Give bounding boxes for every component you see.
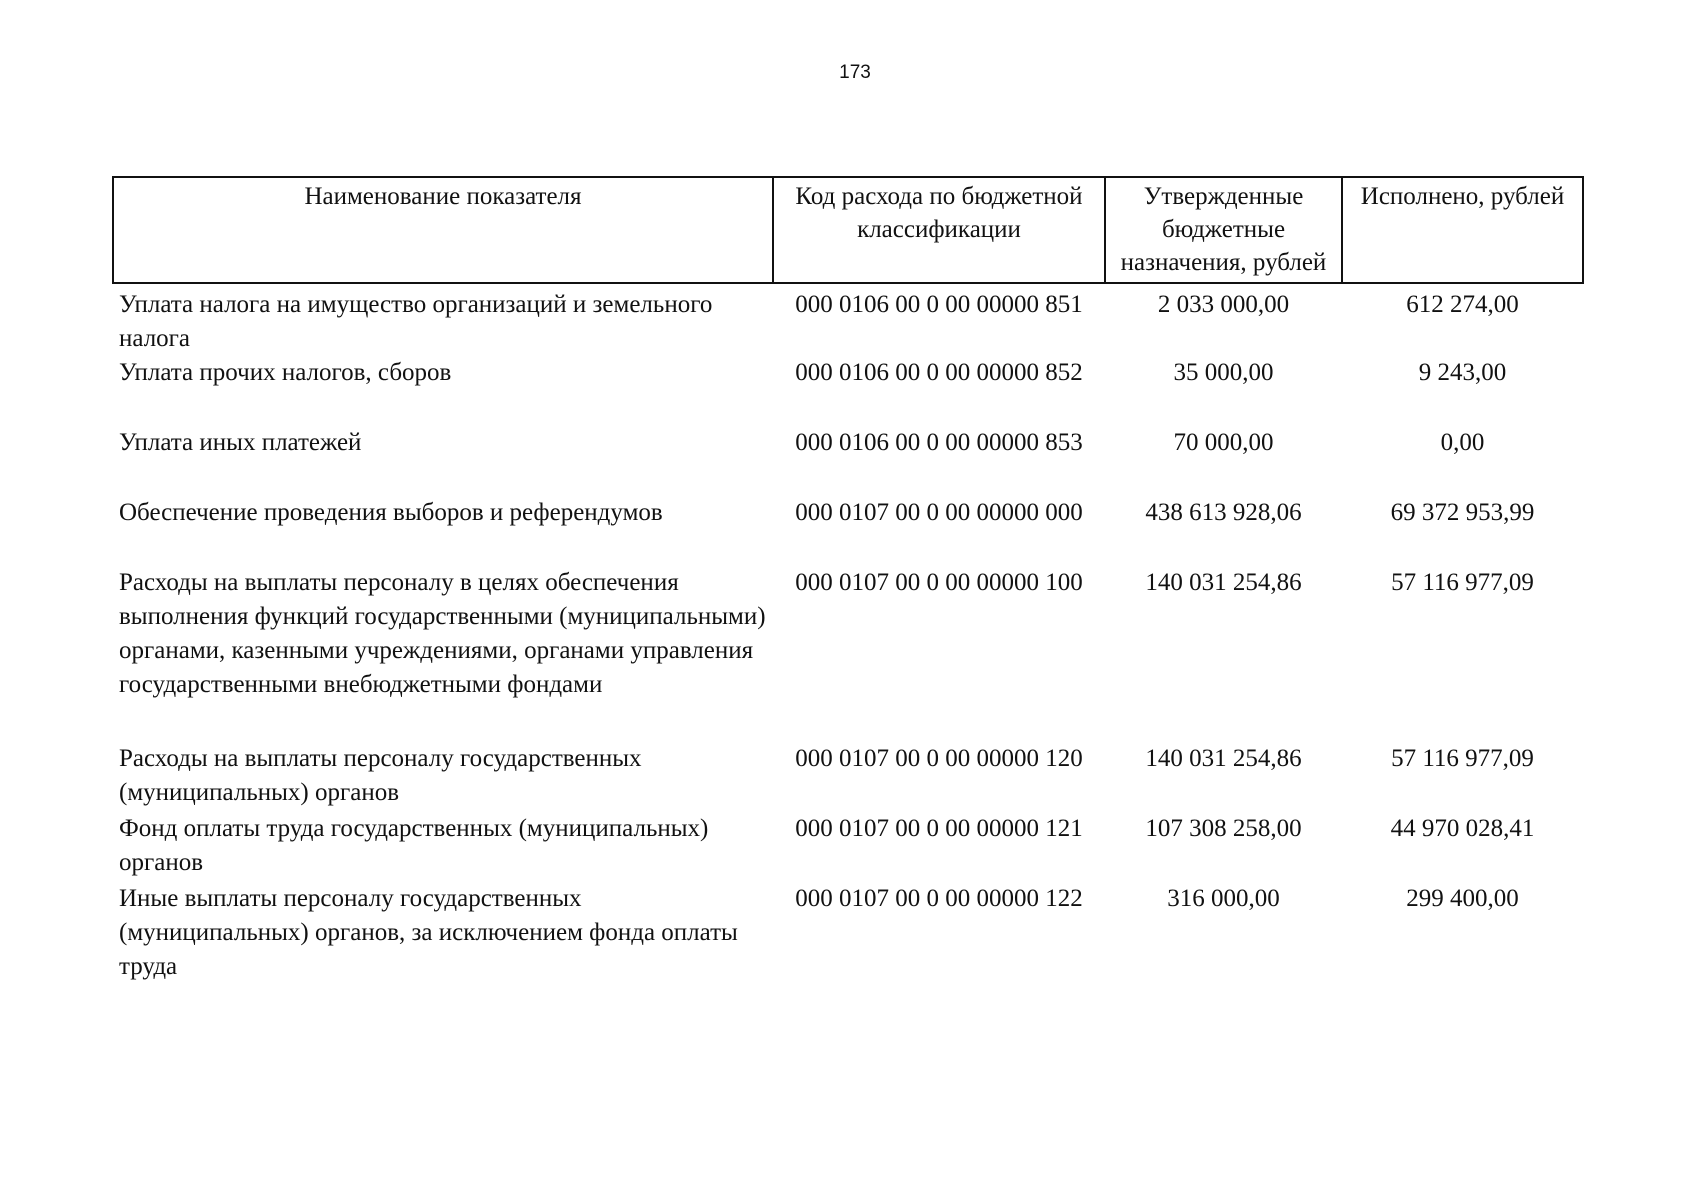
executed-amount: 57 116 977,09 — [1391, 745, 1534, 772]
table-row — [113, 566, 1583, 742]
table-row — [113, 812, 1583, 882]
budget-execution-table — [112, 176, 1584, 988]
indicator-name: Фонд оплаты труда государственных (муниципальных) органов — [119, 815, 709, 876]
table-row — [113, 882, 1583, 988]
approved-amount: 140 031 254,86 — [1145, 569, 1302, 596]
approved-amount: 438 613 928,06 — [1145, 499, 1302, 526]
header-indicator-name: Наименование показателя — [113, 177, 773, 283]
table-row — [113, 283, 1583, 356]
expense-code: 000 0107 00 0 00 00000 000 — [795, 499, 1083, 526]
table-row — [113, 356, 1583, 426]
indicator-name: Уплата прочих налогов, сборов — [119, 359, 452, 386]
executed-amount: 612 274,00 — [1406, 291, 1519, 318]
approved-amount: 70 000,00 — [1173, 429, 1274, 456]
page-number: 173 — [839, 62, 871, 83]
indicator-name: Уплата налога на имущество организаций и земельного налога — [119, 291, 713, 352]
indicator-name: Обеспечение проведения выборов и референдумов — [119, 499, 663, 526]
expense-code: 000 0107 00 0 00 00000 122 — [795, 885, 1083, 912]
expense-code: 000 0106 00 0 00 00000 853 — [795, 429, 1083, 456]
expense-code: 000 0106 00 0 00 00000 851 — [795, 291, 1083, 318]
expense-code: 000 0107 00 0 00 00000 120 — [795, 745, 1083, 772]
approved-amount: 107 308 258,00 — [1145, 815, 1302, 842]
table-row — [113, 742, 1583, 812]
expense-code: 000 0107 00 0 00 00000 121 — [795, 815, 1083, 842]
indicator-name: Иные выплаты персоналу государственных (муниципальных) органов, за исключением фонда оплаты труда — [119, 885, 738, 980]
expense-code: 000 0107 00 0 00 00000 100 — [795, 569, 1083, 596]
approved-amount: 2 033 000,00 — [1157, 291, 1290, 318]
header-approved-amount: Утвержденные бюджетные назначения, рублей — [1105, 177, 1342, 283]
executed-amount: 44 970 028,41 — [1390, 815, 1535, 842]
indicator-name: Расходы на выплаты персоналу государственных (муниципальных) органов — [119, 745, 642, 806]
executed-amount: 9 243,00 — [1418, 359, 1507, 386]
approved-amount: 140 031 254,86 — [1145, 745, 1302, 772]
approved-amount: 316 000,00 — [1167, 885, 1280, 912]
header-expense-code: Код расхода по бюджетной классификации — [773, 177, 1105, 283]
approved-amount: 35 000,00 — [1173, 359, 1274, 386]
executed-amount: 299 400,00 — [1406, 885, 1519, 912]
expense-code: 000 0106 00 0 00 00000 852 — [795, 359, 1083, 386]
table-header-row — [113, 177, 1583, 283]
table-row — [113, 496, 1583, 566]
indicator-name: Уплата иных платежей — [119, 429, 362, 456]
indicator-name: Расходы на выплаты персоналу в целях обеспечения выполнения функций государственными (муниципальными) органами, казенными учреждениями, органами управления государственными внебюджетными фондами — [119, 569, 766, 698]
executed-amount: 69 372 953,99 — [1390, 499, 1535, 526]
header-executed-amount: Исполнено, рублей — [1342, 177, 1583, 283]
table-row — [113, 426, 1583, 496]
executed-amount: 0,00 — [1440, 429, 1485, 456]
executed-amount: 57 116 977,09 — [1391, 569, 1534, 596]
